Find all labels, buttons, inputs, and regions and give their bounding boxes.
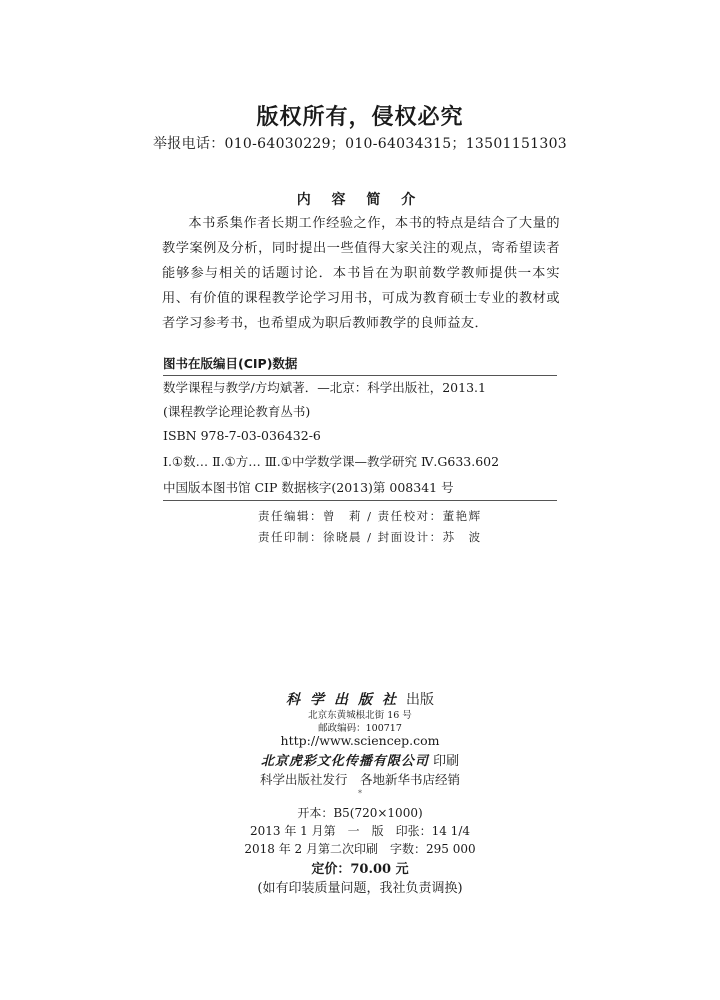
postcode: 邮政编码：100717 bbox=[318, 723, 402, 734]
cip-block bbox=[163, 352, 557, 501]
production-credits: 责任印制：徐晓晨 / 封面设计：苏 波 bbox=[258, 530, 482, 544]
copyright-title: 版权所有，侵权必究 bbox=[256, 105, 464, 130]
printing-info: 2018 年 2 月第二次印刷 字数：295 000 bbox=[244, 842, 476, 856]
printer-name: 北京虎彩文化传播有限公司 bbox=[260, 754, 429, 769]
cip-classification-line: Ⅰ.①数… Ⅱ.①方… Ⅲ.①中学数学课—教学研究 Ⅳ.G633.602 bbox=[163, 454, 500, 469]
website: http://www.sciencep.com bbox=[280, 733, 440, 748]
separator-star-icon: * bbox=[358, 789, 362, 798]
cip-record-number-line: 中国版本图书馆 CIP 数据核字(2013)第 008341 号 bbox=[163, 480, 454, 495]
publisher-line bbox=[0, 689, 720, 709]
cip-bottom-rule bbox=[163, 500, 557, 501]
summary-body: 本书系集作者长期工作经验之作，本书的特点是结合了大量的教学案例及分析，同时提出一些值得大家关注的观点，寄希望读者能够参与相关的话题讨论．本书旨在为职前数学教师提供一本实用、有价值的课程教学论学习用书，可成为教育硕士专业的教材或者学习参考书，也希望成为职后教师教学的良师益友． bbox=[162, 216, 560, 331]
quality-notice: (如有印装质量问题，我社负责调换) bbox=[257, 881, 463, 896]
edition-info: 2013 年 1 月第 一 版 印张：14 1/4 bbox=[249, 824, 470, 838]
publisher-suffix: 出版 bbox=[406, 692, 434, 708]
printer-line bbox=[0, 750, 720, 769]
publisher-name: 科学出版社 bbox=[286, 692, 406, 708]
cip-title-line: 数学课程与教学/方均斌著．—北京：科学出版社，2013.1 bbox=[163, 380, 486, 395]
cip-series-line: (课程教学论理论教育丛书) bbox=[163, 404, 311, 419]
price: 定价：70.00 元 bbox=[311, 862, 409, 877]
cip-heading: 图书在版编目(CIP)数据 bbox=[163, 356, 298, 371]
book-format: 开本：B5(720×1000) bbox=[297, 806, 423, 820]
distribution: 科学出版社发行 各地新华书店经销 bbox=[259, 772, 460, 787]
publisher-address: 北京东黄城根北街 16 号 bbox=[308, 710, 412, 721]
cip-isbn-line: ISBN 978-7-03-036432-6 bbox=[163, 428, 321, 443]
report-phone: 举报电话：010-64030229；010-64034315；13501151303 bbox=[153, 136, 567, 152]
summary-heading: 内 容 简 介 bbox=[296, 192, 424, 208]
editor-credits: 责任编辑：曾 莉 / 责任校对：董艳辉 bbox=[258, 509, 482, 523]
printer-suffix: 印刷 bbox=[428, 754, 460, 769]
